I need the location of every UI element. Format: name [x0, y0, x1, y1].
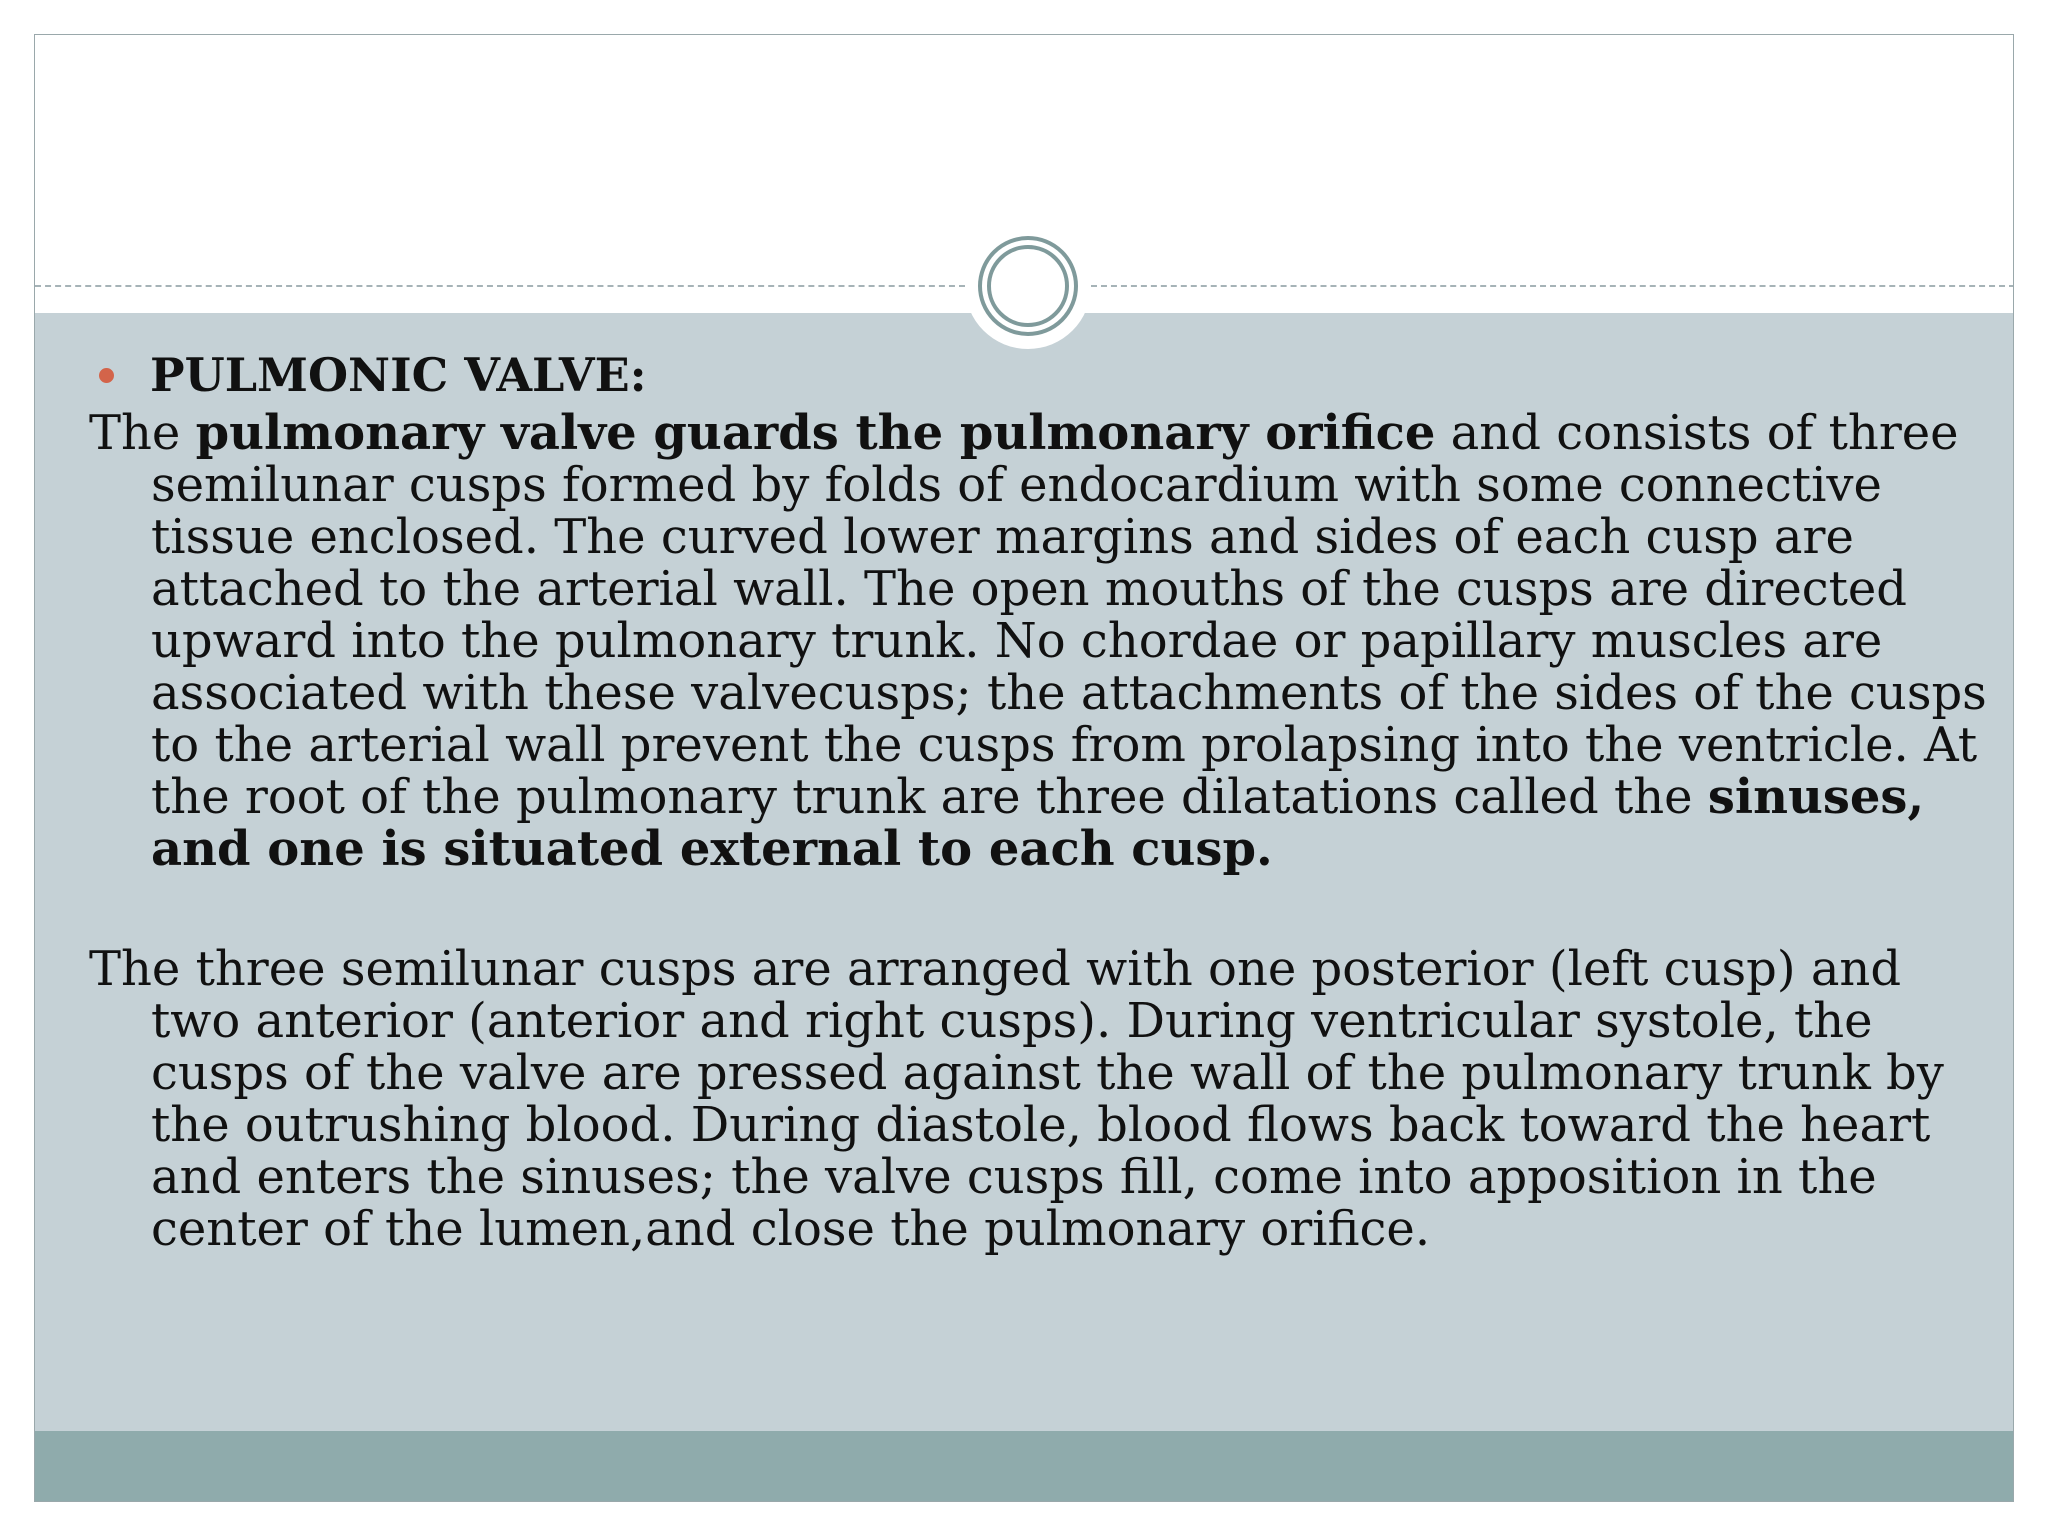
- paragraph-1-bold-ending: sinuses, and one is situated external to each cusp.: [151, 769, 1925, 877]
- divider-line-right: [1091, 285, 2014, 287]
- ornament-inner-ring: [987, 245, 1069, 327]
- paragraph-1-body: and consists of three semilunar cusps formed by folds of endocardium with some connective tissue enclosed. The curved lower margins and sides of each cusp are attached to the arterial wall. The open mouths of the cusps are directed upward into the pulmonary trunk. No chordae or papillary muscles are associated with these valvecusps; the attachments of the sides of the cusps to the arterial wall prevent the cusps from prolapsing into the ventricle. At the root of the pulmonary trunk are three dilatations called the: [151, 405, 1987, 825]
- slide-content: [89, 343, 1989, 1255]
- footer-bar: [35, 1431, 2013, 1502]
- bullet-dot-icon: [99, 368, 114, 383]
- paragraph-1-lead: The: [89, 405, 196, 461]
- slide: [34, 34, 2014, 1502]
- paragraph-2: The three semilunar cusps are arranged with one posterior (left cusp) and two anterior (anterior and right cusps). During ventricular systole, the cusps of the valve are pressed against the wall of the pulmonary trunk by the outrushing blood. During diastole, blood flows back toward the heart and enters the sinuses; the valve cusps fill, come into apposition in the center of the lumen,and close the pulmonary orifice.: [89, 941, 1944, 1257]
- bullet-heading: PULMONIC VALVE:: [150, 348, 647, 402]
- paragraph-1-bold-phrase: pulmonary valve guards the pulmonary orifice: [195, 405, 1436, 461]
- paragraph-1: [89, 407, 1989, 875]
- bullet-heading-row: [89, 343, 1989, 407]
- divider-line-left: [35, 285, 965, 287]
